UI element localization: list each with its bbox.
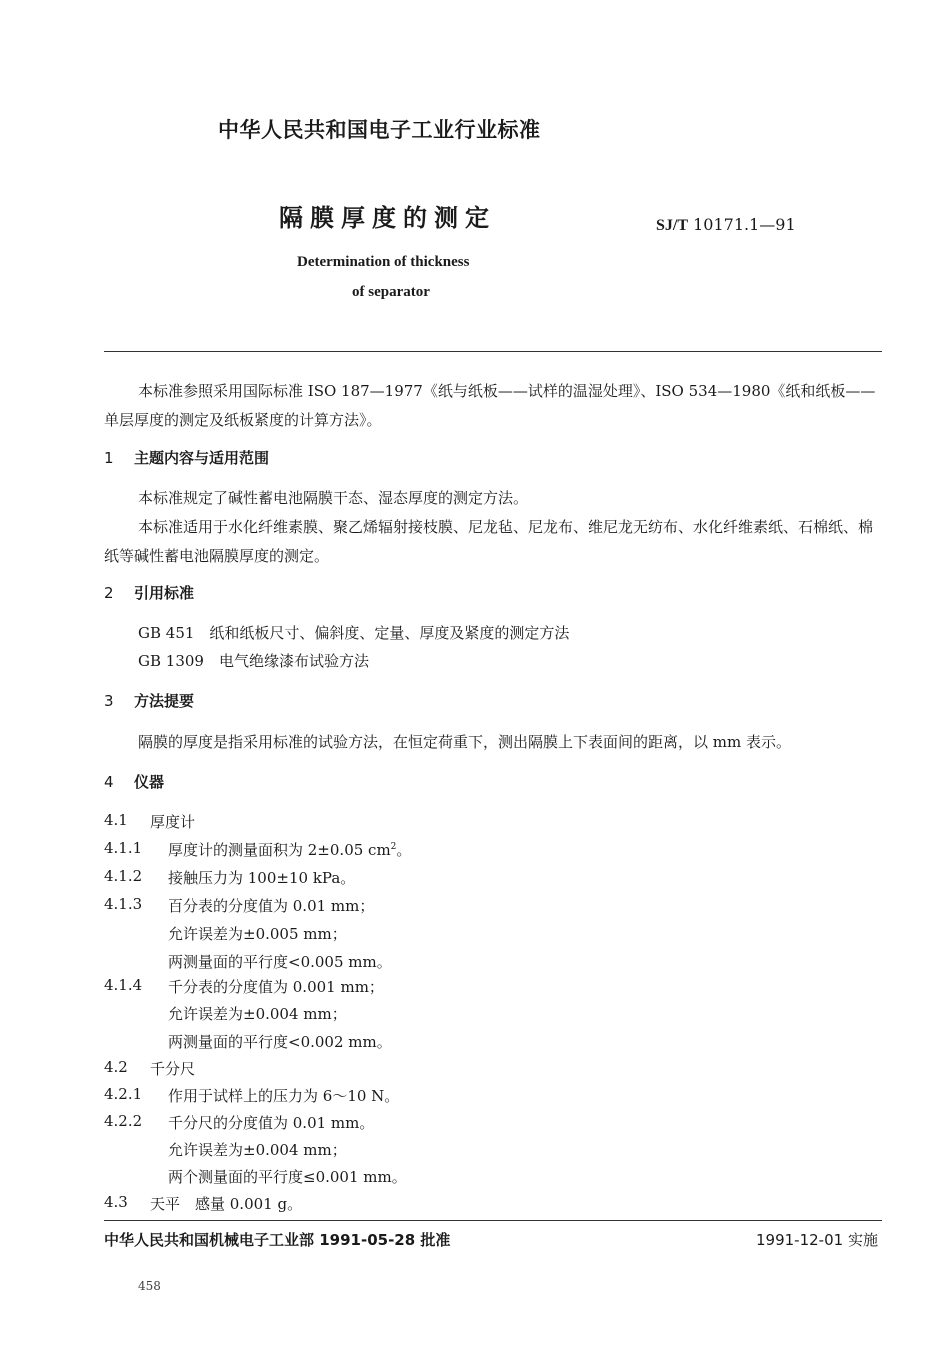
standard-number-prefix: SJ/T (656, 217, 689, 234)
clause-4-1-1-body: 厚度计的测量面积为 2±0.05 cm (168, 841, 391, 859)
effective-date: 1991-12-01 实施 (756, 1231, 878, 1249)
clause-4-1-1-superscript: 2 (390, 842, 397, 852)
clause-4-1-4-line-1: 千分表的分度值为 0.001 mm； (168, 978, 384, 996)
section-1-paragraph-2: 本标准适用于水化纤维素膜、聚乙烯辐射接枝膜、尼龙毡、尼龙布、维尼龙无纺布、水化纤维素纸、石棉纸、棉纸等碱性蓄电池隔膜厚度的测定。 (104, 518, 874, 565)
reference-gb451: GB 451 纸和纸板尺寸、偏斜度、定量、厚度及紧度的测定方法 (138, 624, 570, 642)
clause-4-1-number: 4.1 (104, 811, 128, 829)
clause-4-1-4-line-2: 允许误差为±0.004 mm； (168, 1005, 347, 1023)
section-4-title: 仪器 (134, 773, 165, 791)
clause-4-2-2-line-3: 两个测量面的平行度≤0.001 mm。 (168, 1168, 407, 1186)
footer-divider (104, 1220, 882, 1221)
page-number: 458 (138, 1279, 161, 1293)
clause-4-3-number: 4.3 (104, 1193, 128, 1211)
document-title: 隔膜厚度的测定 (279, 204, 496, 232)
clause-4-2-2-line-2: 允许误差为±0.004 mm； (168, 1141, 347, 1159)
section-1-paragraph-1: 本标准规定了碱性蓄电池隔膜干态、湿态厚度的测定方法。 (138, 489, 529, 507)
issuing-body-title: 中华人民共和国电子工业行业标准 (218, 118, 541, 142)
clause-4-1-2-text: 接触压力为 100±10 kPa。 (168, 869, 356, 887)
clause-4-1-1-end: 。 (396, 841, 412, 859)
intro-paragraph: 本标准参照采用国际标准 ISO 187—1977《纸与纸板——试样的温湿处理》、ISO 534—1980《纸和纸板——单层厚度的测定及纸板紧度的计算方法》。 (104, 382, 876, 429)
clause-4-1-4-number: 4.1.4 (104, 976, 143, 994)
english-title-line2: of separator (352, 284, 430, 300)
section-2-title: 引用标准 (134, 584, 195, 602)
reference-gb1309: GB 1309 电气绝缘漆布试验方法 (138, 652, 369, 670)
section-1-number: 1 (104, 449, 114, 467)
clause-4-2-2-number: 4.2.2 (104, 1112, 143, 1130)
clause-4-1-4-line-3: 两测量面的平行度<0.002 mm。 (168, 1033, 392, 1051)
clause-4-1-1-text (168, 839, 411, 860)
approval-line: 中华人民共和国机械电子工业部 1991-05-28 批准 (104, 1231, 451, 1249)
section-3-paragraph: 隔膜的厚度是指采用标准的试验方法，在恒定荷重下，测出隔膜上下表面间的距离，以 mm 表示。 (138, 733, 791, 751)
section-4-heading (104, 771, 164, 792)
clause-4-1-1-number: 4.1.1 (104, 839, 143, 857)
section-1-heading (104, 447, 269, 468)
section-3-heading (104, 690, 194, 711)
clause-4-2-2-line-1: 千分尺的分度值为 0.01 mm。 (168, 1114, 375, 1132)
clause-4-1-2-number: 4.1.2 (104, 867, 143, 885)
standard-number (656, 215, 796, 235)
english-title-line1: Determination of thickness (297, 254, 470, 270)
standard-number-value: 10171.1—91 (693, 215, 796, 234)
section-3-number: 3 (104, 692, 114, 710)
clause-4-3-text: 天平 感量 0.001 g。 (150, 1195, 303, 1213)
header-divider (104, 351, 882, 352)
clause-4-1-text: 厚度计 (150, 813, 196, 831)
clause-4-1-3-number: 4.1.3 (104, 895, 143, 913)
clause-4-2-1-text: 作用于试样上的压力为 6～10 N。 (168, 1087, 400, 1105)
clause-4-1-3-line-3: 两测量面的平行度<0.005 mm。 (168, 953, 392, 971)
clause-4-2-1-number: 4.2.1 (104, 1085, 143, 1103)
section-1-title: 主题内容与适用范围 (134, 449, 270, 467)
clause-4-1-3-line-2: 允许误差为±0.005 mm； (168, 925, 347, 943)
section-4-number: 4 (104, 773, 114, 791)
clause-4-2-number: 4.2 (104, 1058, 128, 1076)
section-2-number: 2 (104, 584, 114, 602)
section-2-heading (104, 582, 194, 603)
clause-4-1-3-line-1: 百分表的分度值为 0.01 mm； (168, 897, 375, 915)
clause-4-2-text: 千分尺 (150, 1060, 196, 1078)
section-3-title: 方法提要 (134, 692, 195, 710)
